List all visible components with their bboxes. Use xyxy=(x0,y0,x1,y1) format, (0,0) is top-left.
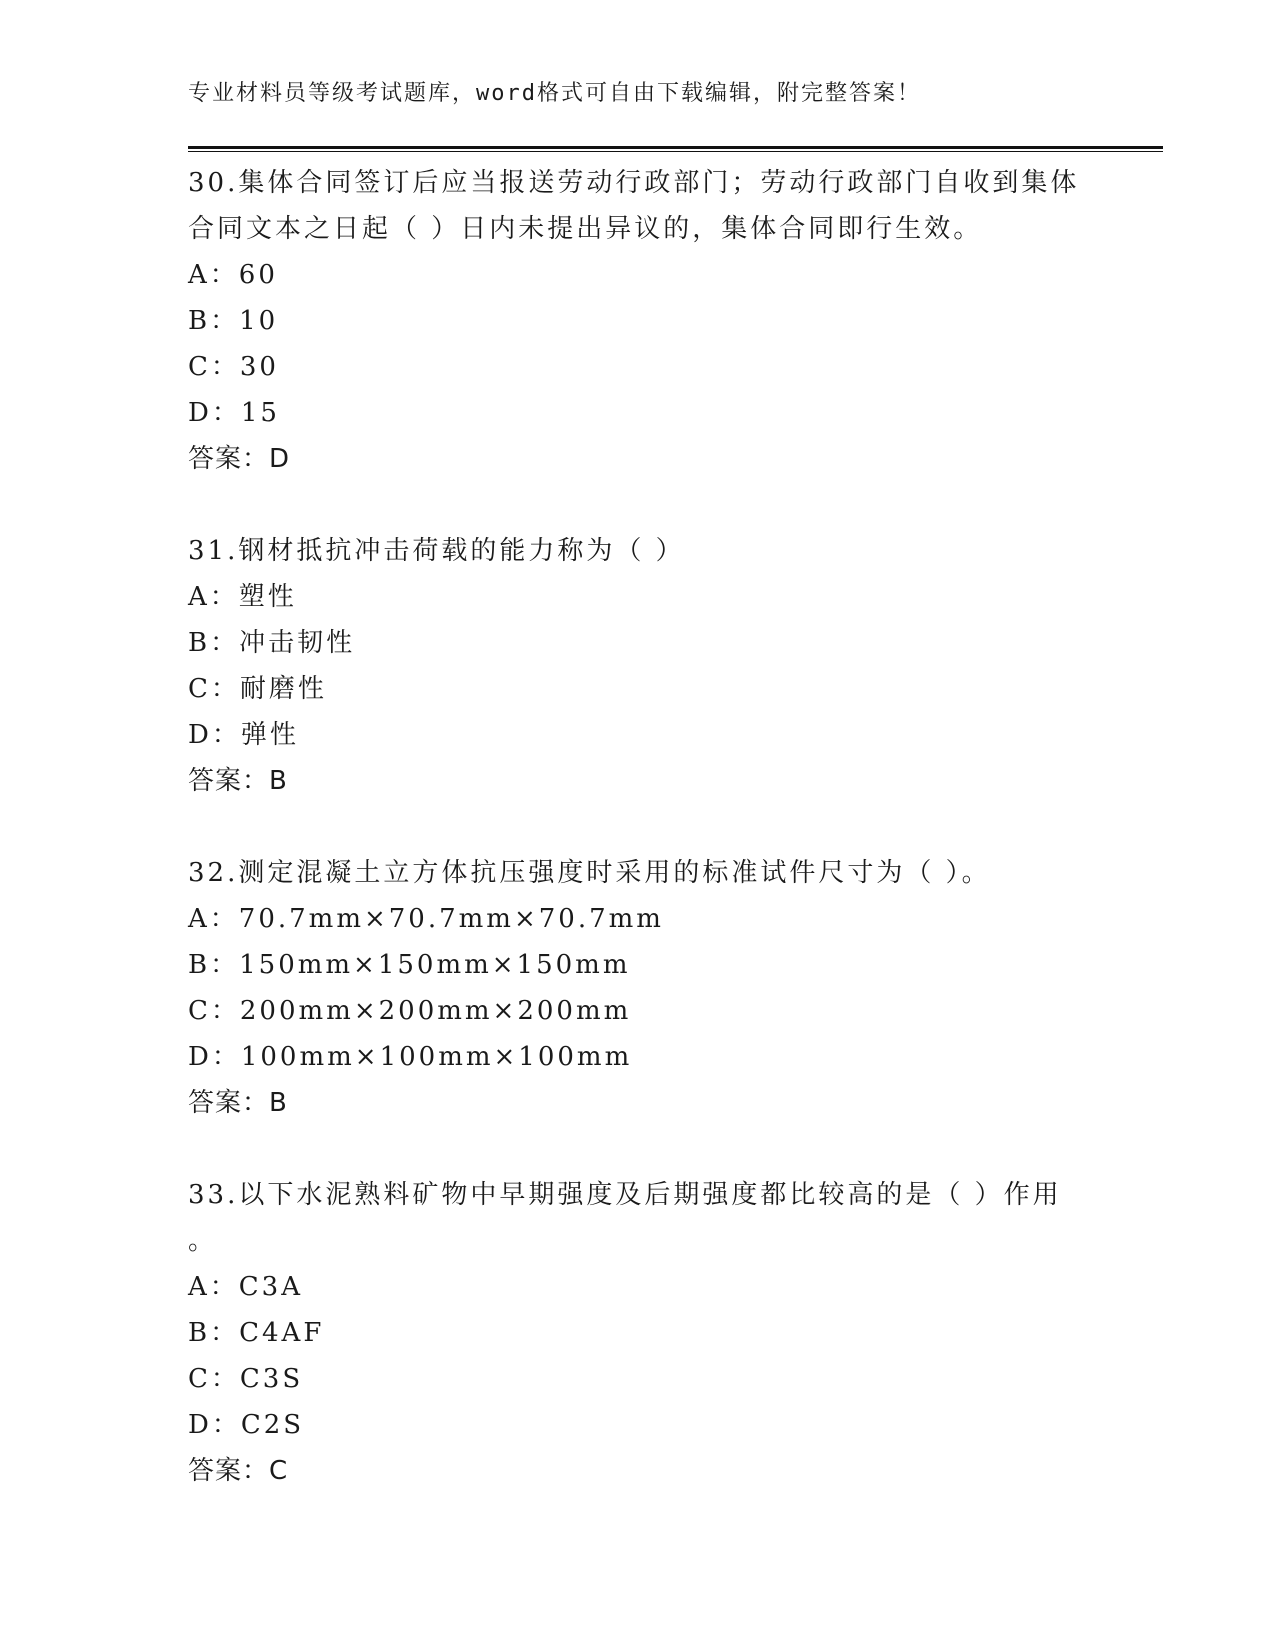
question-stem-line: 31.钢材抵抗冲击荷载的能力称为（ ） xyxy=(188,536,685,566)
option-c: C：C3S xyxy=(188,1364,304,1394)
question-31 xyxy=(188,528,1148,804)
option-d: D：C2S xyxy=(188,1410,305,1440)
question-stem-line: 合同文本之日起（ ）日内未提出异议的，集体合同即行生效。 xyxy=(188,214,983,244)
question-stem-line: 32.测定混凝土立方体抗压强度时采用的标准试件尺寸为（ ）。 xyxy=(188,858,991,888)
question-stem-line: 30.集体合同签订后应当报送劳动行政部门；劳动行政部门自收到集体 xyxy=(188,168,1080,198)
header-divider-thin xyxy=(188,151,1163,152)
header-divider-thick xyxy=(188,146,1163,149)
option-a: A：塑性 xyxy=(188,582,297,612)
option-d: D：弹性 xyxy=(188,720,299,750)
answer-label: 答案：C xyxy=(188,1456,289,1486)
option-c: C：30 xyxy=(188,352,279,382)
option-b: B：150mm×150mm×150mm xyxy=(188,950,631,980)
question-list xyxy=(188,160,1148,1540)
question-stem-line: 。 xyxy=(188,1226,218,1256)
option-c: C：耐磨性 xyxy=(188,674,327,704)
question-30 xyxy=(188,160,1148,482)
option-d: D：15 xyxy=(188,398,280,428)
document-header: 专业材料员等级考试题库，word格式可自由下载编辑，附完整答案！ xyxy=(188,81,921,106)
answer-label: 答案：D xyxy=(188,444,291,474)
option-a: A：C3A xyxy=(188,1272,303,1302)
option-c: C：200mm×200mm×200mm xyxy=(188,996,632,1026)
option-b: B：10 xyxy=(188,306,279,336)
question-stem-line: 33.以下水泥熟料矿物中早期强度及后期强度都比较高的是（ ）作用 xyxy=(188,1180,1062,1210)
option-b: B：冲击韧性 xyxy=(188,628,356,658)
option-a: A：60 xyxy=(188,260,278,290)
answer-label: 答案：B xyxy=(188,1088,288,1118)
option-d: D：100mm×100mm×100mm xyxy=(188,1042,633,1072)
question-32 xyxy=(188,850,1148,1126)
option-b: B：C4AF xyxy=(188,1318,325,1348)
answer-label: 答案：B xyxy=(188,766,288,796)
question-33 xyxy=(188,1172,1148,1494)
option-a: A：70.7mm×70.7mm×70.7mm xyxy=(188,904,664,934)
